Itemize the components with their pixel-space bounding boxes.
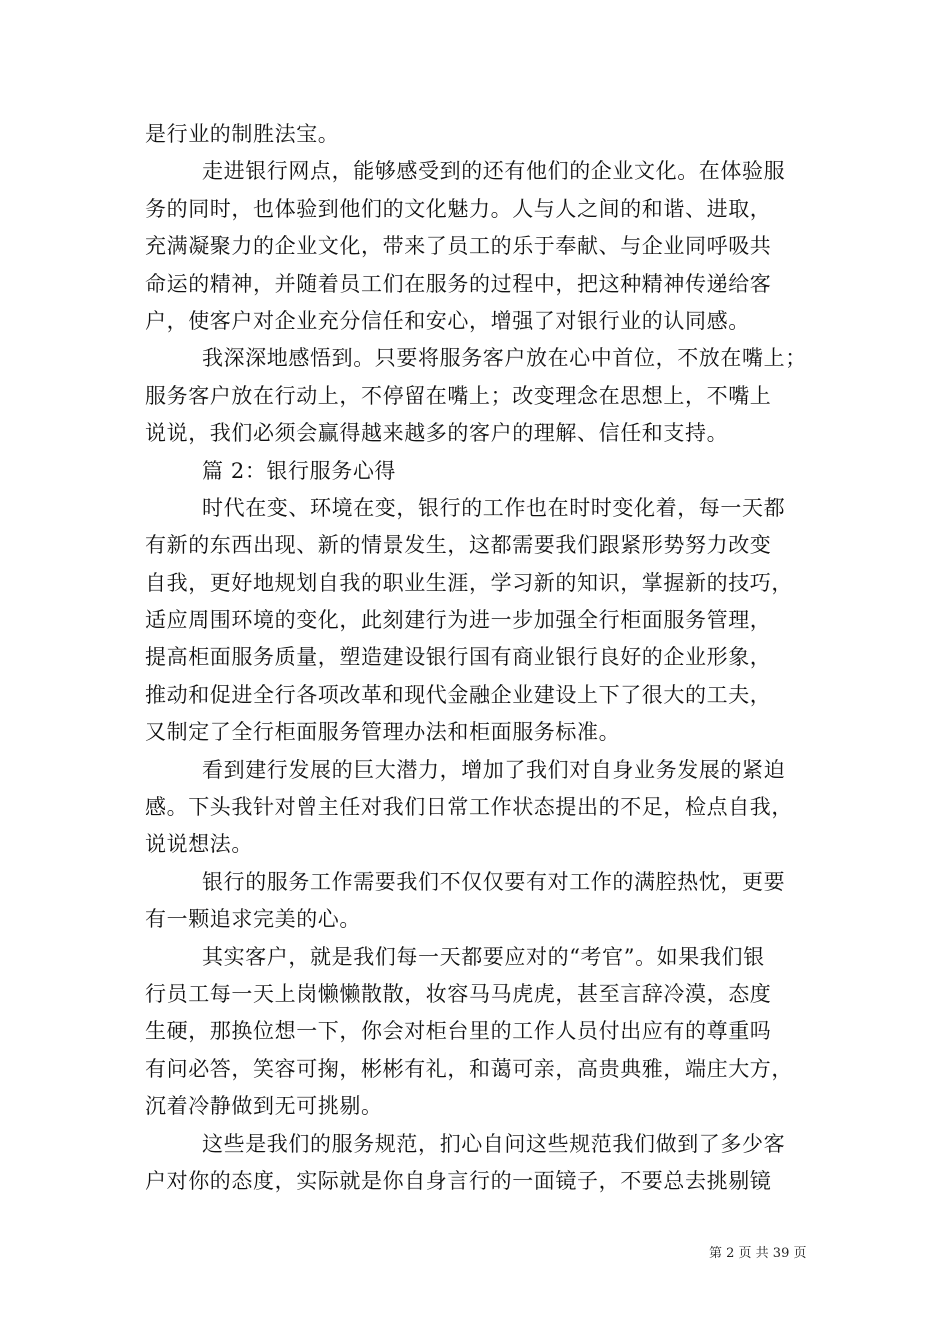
text-line: 看到建行发展的巨大潜力，增加了我们对自身业务发展的紧迫 — [202, 757, 786, 782]
text-line: 这些是我们的服务规范，扪心自问这些规范我们做到了多少客 — [202, 1131, 786, 1156]
text-line: 户对你的态度，实际就是你自身言行的一面镜子，不要总去挑剔镜 — [145, 1168, 772, 1193]
text-line: 说说想法。 — [145, 832, 253, 857]
text-line: 感。下头我针对曾主任对我们日常工作状态提出的不足，检点自我， — [145, 795, 793, 820]
text-line: 其实客户，就是我们每一天都要应对的“考官”。如果我们银 — [202, 944, 765, 969]
text-line: 说说，我们必须会赢得越来越多的客户的理解、信任和支持。 — [145, 421, 729, 446]
text-line: 提高柜面服务质量，塑造建设银行国有商业银行良好的企业形象， — [145, 645, 772, 670]
text-line: 有新的东西出现、新的情景发生，这都需要我们跟紧形势努力改变 — [145, 533, 772, 558]
text-line: 篇 2：银行服务心得 — [202, 458, 397, 483]
document-body — [145, 116, 825, 1200]
text-line: 适应周围环境的变化，此刻建行为进一步加强全行柜面服务管理， — [145, 608, 772, 633]
text-line: 服务客户放在行动上，不停留在嘴上；改变理念在思想上，不嘴上 — [145, 383, 772, 408]
text-line: 行员工每一天上岗懒懒散散，妆容马马虎虎，甚至言辞冷漠，态度 — [145, 981, 772, 1006]
text-line: 是行业的制胜法宝。 — [145, 122, 340, 146]
text-line: 充满凝聚力的企业文化，带来了员工的乐于奉献、与企业同呼吸共 — [145, 234, 772, 259]
text-line: 自我，更好地规划自我的职业生涯，学习新的知识，掌握新的技巧， — [145, 570, 793, 595]
text-line: 走进银行网点，能够感受到的还有他们的企业文化。在体验服 — [202, 159, 786, 184]
text-line: 生硬，那换位想一下，你会对柜台里的工作人员付出应有的尊重吗 — [145, 1019, 772, 1044]
text-line: 有一颗追求完美的心。 — [145, 907, 361, 932]
text-line: 银行的服务工作需要我们不仅仅要有对工作的满腔热忱，更要 — [202, 869, 786, 894]
text-line: 有问必答，笑容可掬，彬彬有礼，和蔼可亲，高贵典雅，端庄大方， — [145, 1056, 793, 1081]
text-line: 沉着冷静做到无可挑剔。 — [145, 1094, 383, 1119]
text-line: 推动和促进全行各项改革和现代金融企业建设上下了很大的工夫， — [145, 682, 772, 707]
text-line: 时代在变、环境在变，银行的工作也在时时变化着，每一天都 — [202, 495, 786, 520]
text-line: 户，使客户对企业充分信任和安心，增强了对银行业的认同感。 — [145, 308, 750, 333]
text-line: 我深深地感悟到。只要将服务客户放在心中首位，不放在嘴上； — [202, 346, 807, 371]
page-number-footer: 第 2 页 共 39 页 — [709, 1246, 807, 1261]
text-line: 又制定了全行柜面服务管理办法和柜面服务标准。 — [145, 720, 621, 745]
text-line: 命运的精神，并随着员工们在服务的过程中，把这种精神传递给客 — [145, 271, 772, 296]
text-line: 务的同时，也体验到他们的文化魅力。人与人之间的和谐、进取， — [145, 196, 772, 221]
